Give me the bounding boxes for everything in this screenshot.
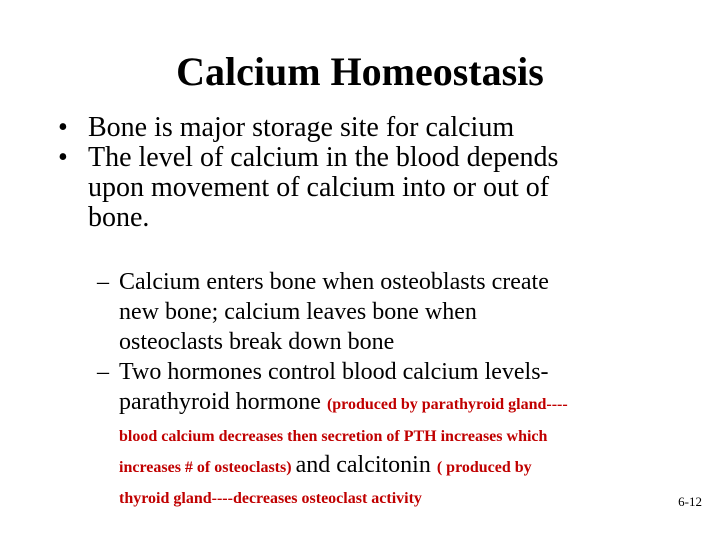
sub-bullet-line xyxy=(119,420,697,451)
sub-bullet-line xyxy=(119,482,697,513)
page-number: 6-12 xyxy=(678,494,702,509)
bullet-item xyxy=(58,143,678,233)
bullet-text: Bone is major storage site for calcium xyxy=(88,112,515,143)
bullet-marker: • xyxy=(58,112,68,143)
sub-bullet-line: Calcium enters bone when osteoblasts create xyxy=(119,269,549,295)
sub-bullet-list xyxy=(97,267,697,513)
sub-bullet-line xyxy=(119,387,697,420)
sub-bullet-item xyxy=(97,267,697,357)
bullet-text-line: upon movement of calcium into or out of xyxy=(88,172,550,203)
sub-bullet-line: Two hormones control blood calcium levels- xyxy=(119,359,549,385)
thyroid-note: thyroid gland----decreases osteoclast activity xyxy=(119,490,422,507)
bullet-marker: • xyxy=(58,142,68,173)
bullet-text-line: bone. xyxy=(88,202,150,233)
calcitonin-note: ( produced by xyxy=(436,459,532,476)
parathyroid-note: (produced by parathyroid gland---- xyxy=(326,396,568,413)
dash-marker: – xyxy=(97,269,109,295)
bullet-text-line: The level of calcium in the blood depends xyxy=(88,142,559,173)
calcitonin-text: and calcitonin xyxy=(295,452,437,478)
sub-bullet-line xyxy=(119,451,697,482)
dash-marker: – xyxy=(97,359,109,385)
slide-title: Calcium Homeostasis xyxy=(176,49,544,94)
osteoclast-note: increases # of osteoclasts) xyxy=(119,459,296,476)
bullet-list xyxy=(58,113,678,233)
pth-note: blood calcium decreases then secretion of PTH increases which xyxy=(119,428,548,445)
sub-bullet-line: osteoclasts break down bone xyxy=(119,329,395,355)
sub-bullet-item xyxy=(97,357,697,513)
sub-bullet-line: new bone; calcium leaves bone when xyxy=(119,299,477,325)
parathyroid-text: parathyroid hormone xyxy=(119,389,327,415)
bullet-item xyxy=(58,113,678,143)
